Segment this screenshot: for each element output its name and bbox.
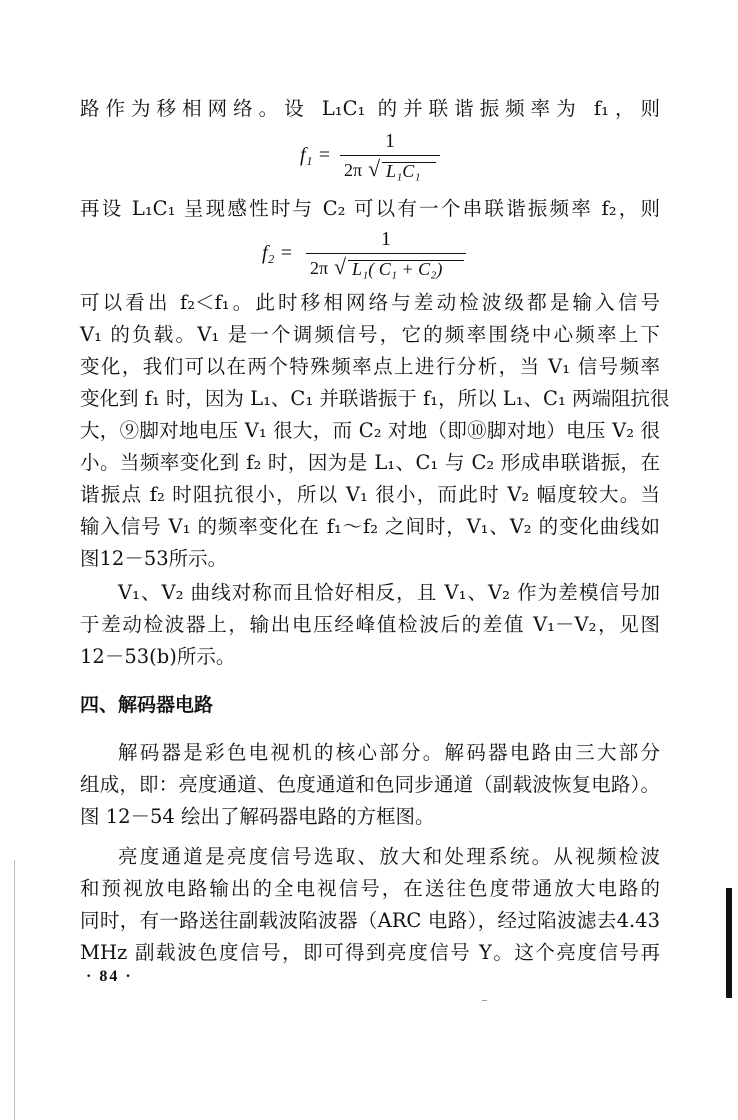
text-line-7: 大，⑨脚对地电压 V₁ 很大，而 C₂ 对地（即⑩脚对地）电压 V₂ 很 bbox=[80, 419, 660, 442]
section-heading: 四、解码器电路 bbox=[80, 694, 214, 716]
text-line-21: 同时，有一路送往副载波陷波器（ARC 电路），经过陷波滤去4.43 bbox=[80, 909, 660, 932]
text-line-5: 变化，我们可以在两个特殊频率点上进行分析，当 V₁ 信号频率 bbox=[80, 355, 660, 378]
text-line-20: 和预视放电路输出的全电视信号，在送往色度带通放大电路的 bbox=[80, 877, 660, 900]
formula-f1-numerator: 1 bbox=[385, 130, 395, 152]
formula-f2-den-radicand: L₁( C₁ + C₂) bbox=[352, 259, 443, 279]
text-line-17: 组成，即：亮度通道、色度通道和色同步通道（副载波恢复电路）。 bbox=[80, 773, 660, 796]
page-number: · 84 · bbox=[86, 968, 133, 985]
text-line-4: V₁ 的负载。V₁ 是一个调频信号，它的频率围绕中心频率上下 bbox=[80, 323, 660, 346]
text-line-3: 可以看出 f₂＜f₁。此时移相网络与差动检波级都是输入信号 bbox=[80, 291, 660, 314]
formula-f1 bbox=[300, 130, 450, 190]
formula-f2-den-prefix: 2π bbox=[310, 258, 329, 278]
text-line-9: 谐振点 f₂ 时阻抗很小，所以 V₁ 很小，而此时 V₂ 幅度较大。当 bbox=[80, 483, 660, 506]
scan-speck bbox=[482, 1000, 487, 1001]
formula-f2-lhs: f₂ = bbox=[262, 242, 294, 264]
formula-f2-radical-sign: √ bbox=[334, 254, 347, 279]
formula-f1-fraction-bar bbox=[340, 155, 440, 156]
scan-edge-mark bbox=[726, 888, 732, 998]
text-line-13: 于差动检波器上，输出电压经峰值检波后的差值 V₁－V₂，见图 bbox=[80, 613, 660, 636]
formula-f1-den-radicand: L₁C₁ bbox=[386, 161, 421, 181]
text-line-18: 图 12－54 绘出了解码器电路的方框图。 bbox=[80, 805, 435, 828]
formula-f2 bbox=[262, 230, 482, 288]
text-line-12: V₁、V₂ 曲线对称而且恰好相反，且 V₁、V₂ 作为差模信号加 bbox=[118, 581, 660, 604]
text-line-1: 路作为移相网络。设 L₁C₁ 的并联谐振频率为 f₁，则 bbox=[80, 97, 660, 120]
text-line-10: 输入信号 V₁ 的频率变化在 f₁～f₂ 之间时，V₁、V₂ 的变化曲线如 bbox=[80, 515, 660, 538]
text-line-16: 解码器是彩色电视机的核心部分。解码器电路由三大部分 bbox=[118, 741, 660, 764]
text-line-2: 再设 L₁C₁ 呈现感性时与 C₂ 可以有一个串联谐振频率 f₂，则 bbox=[80, 197, 660, 220]
scan-margin-line bbox=[14, 860, 15, 1120]
formula-f1-lhs: f₁ = bbox=[300, 144, 332, 166]
formula-f2-numerator: 1 bbox=[381, 228, 391, 250]
text-line-6: 变化到 f₁ 时，因为 L₁、C₁ 并联谐振于 f₁，所以 L₁、C₁ 两端阻抗很 bbox=[80, 387, 670, 410]
text-line-14: 12－53(b)所示。 bbox=[80, 645, 236, 668]
formula-f1-radical-sign: √ bbox=[368, 156, 381, 181]
text-line-22: MHz 副载波色度信号，即可得到亮度信号 Y。这个亮度信号再 bbox=[80, 941, 660, 964]
formula-f1-den-prefix: 2π bbox=[344, 160, 363, 180]
formula-f2-fraction-bar bbox=[306, 253, 466, 254]
text-line-19: 亮度通道是亮度信号选取、放大和处理系统。从视频检波 bbox=[118, 845, 660, 868]
text-line-8: 小。当频率变化到 f₂ 时，因为是 L₁、C₁ 与 C₂ 形成串联谐振，在 bbox=[80, 451, 660, 474]
text-line-11: 图12－53所示。 bbox=[80, 547, 228, 570]
